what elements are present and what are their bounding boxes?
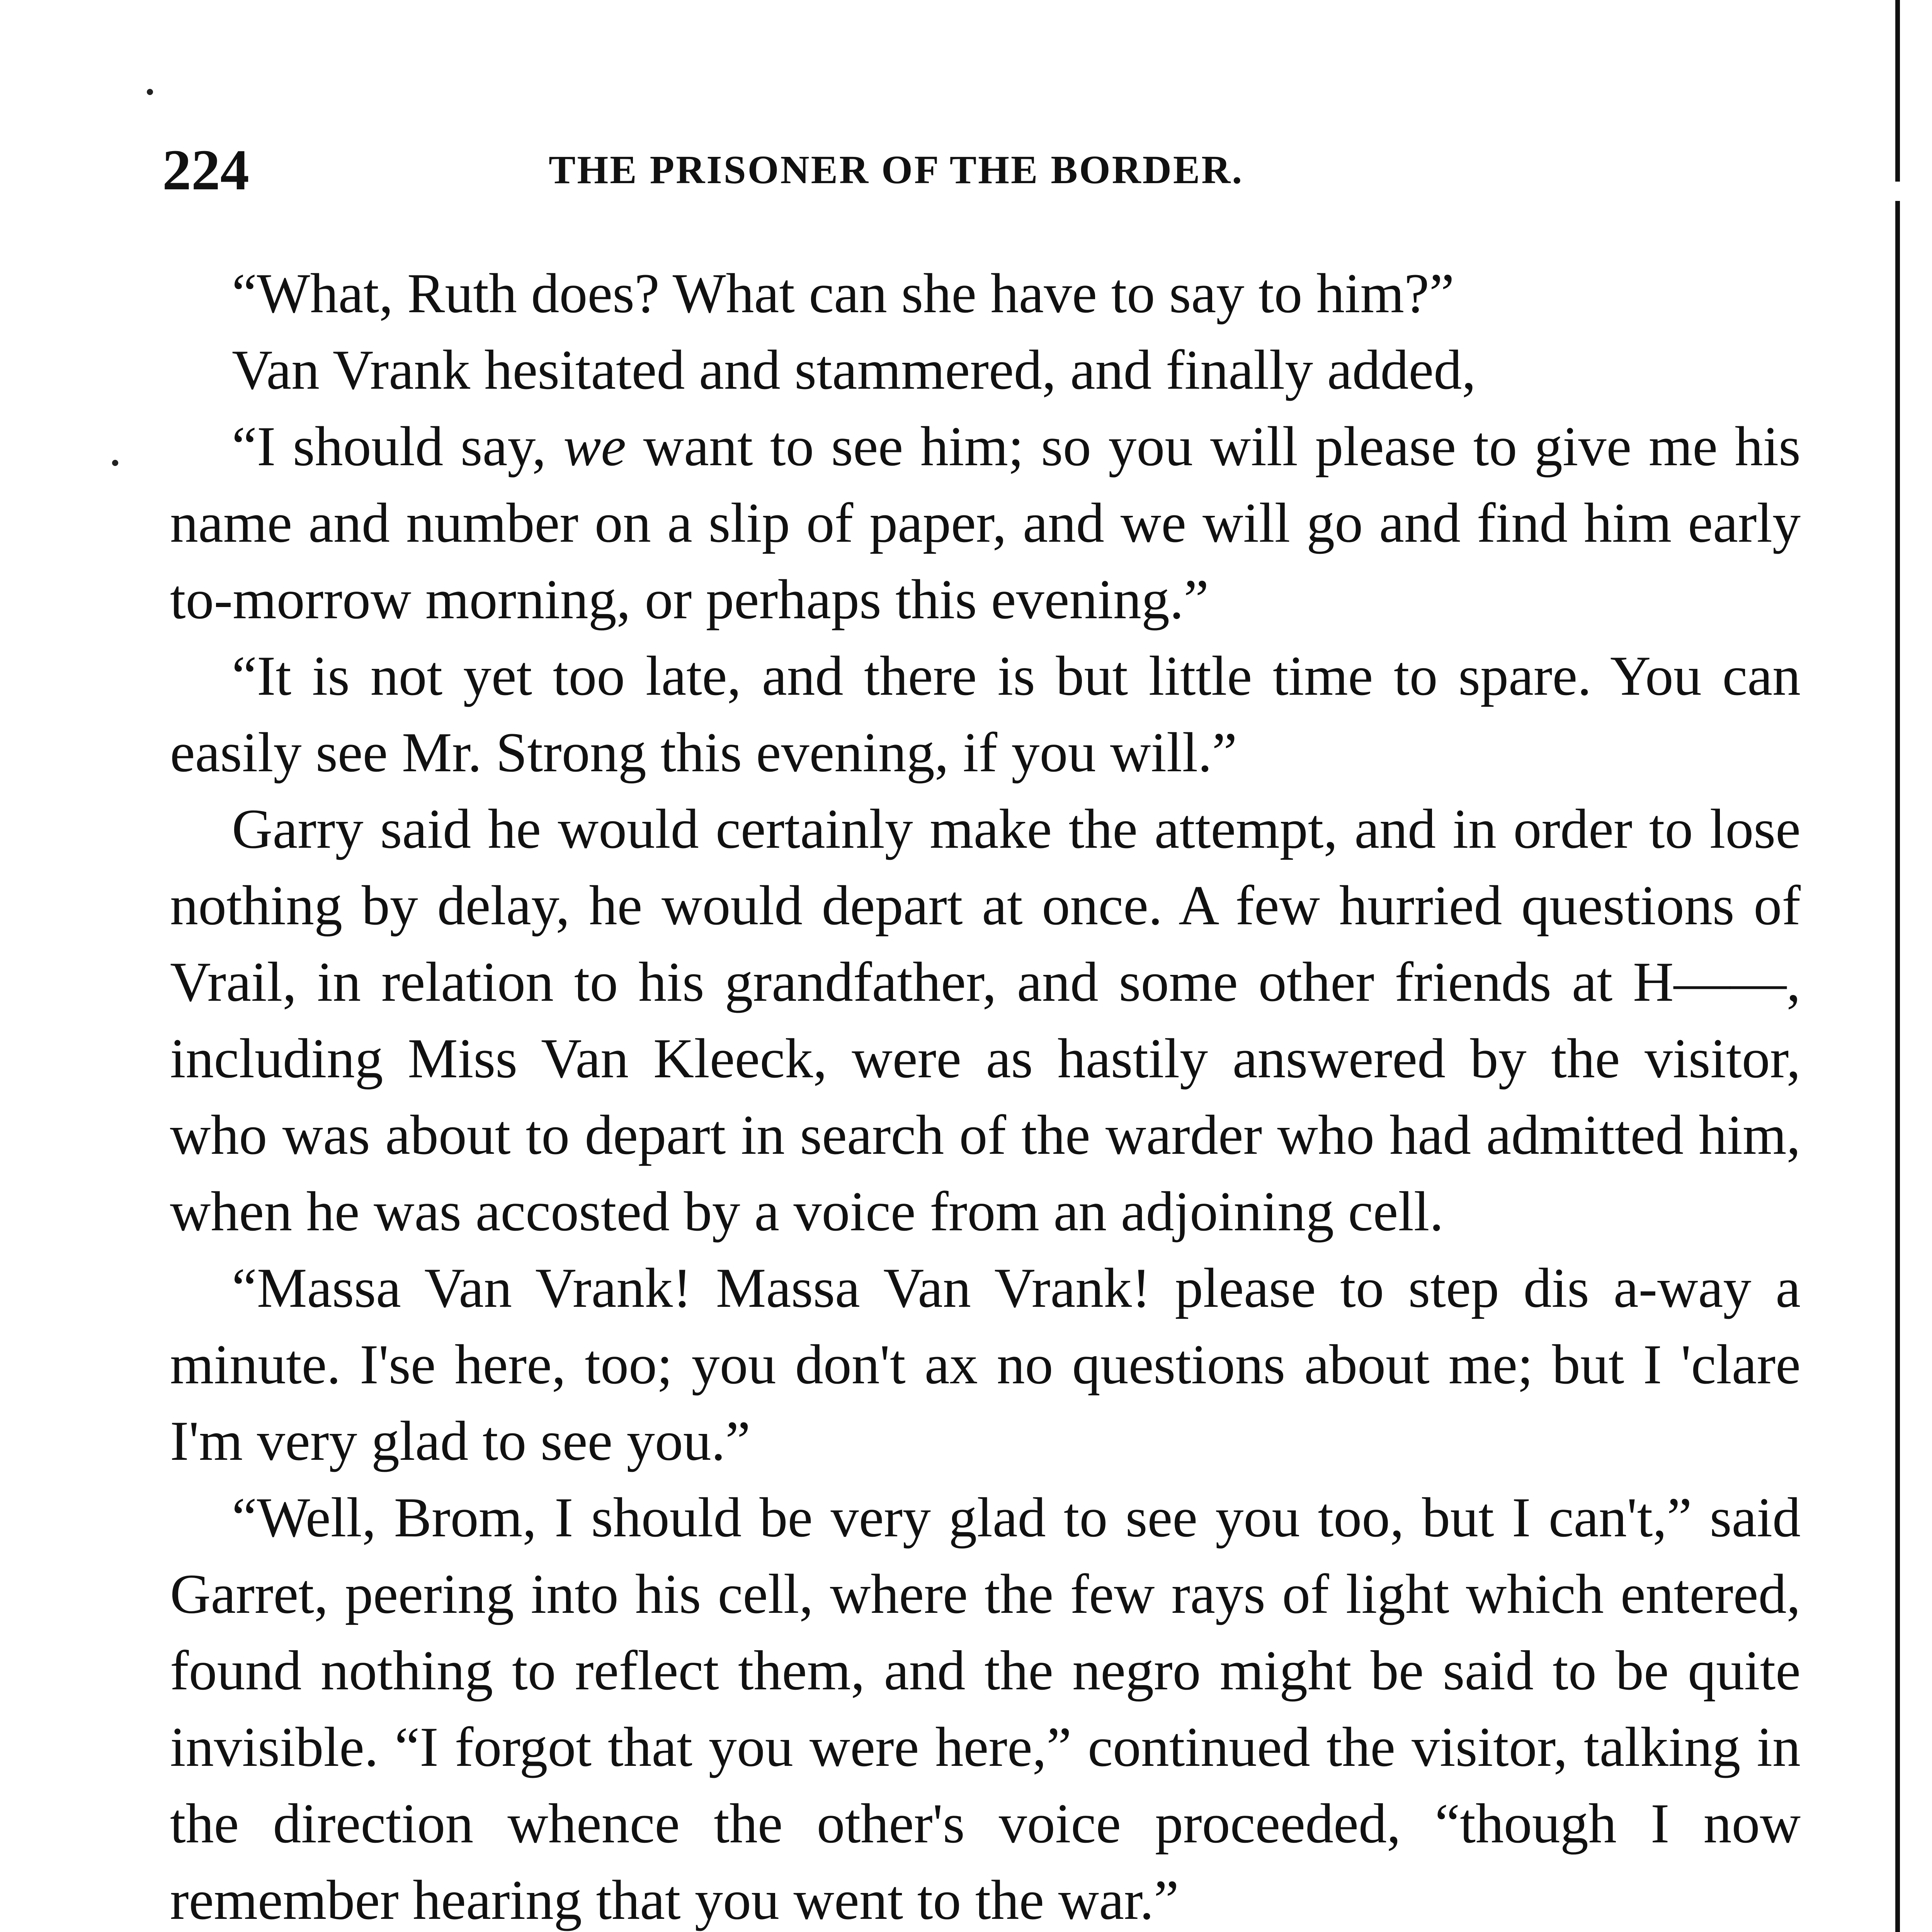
paragraph: Garry said he would certainly make the attempt, and in order to lose nothing by delay, he would depart at once. A few hurried questions of Vrail, in relation to his grandfather, and some other friends at H——, including Miss Van Kleeck, were as hastily answered by the visitor, who was about to depart in search of the warder who had admitted him, when he was accosted by a voice from an adjoining cell.: [170, 798, 1801, 1243]
paragraph: “It is not yet too late, and there is but little time to spare. You can easily see Mr. Strong this evening, if you will.”: [170, 645, 1801, 784]
running-title: THE PRISONER OF THE BORDER.: [549, 148, 1244, 192]
print-speck: [147, 89, 153, 95]
page-edge-rule-top: [1895, 0, 1900, 182]
page-number: 224: [162, 138, 249, 202]
page-edge-rule: [1895, 201, 1900, 1932]
paragraph: Van Vrank hesitated and stammered, and finally added,: [232, 338, 1476, 401]
page-header: [162, 128, 1824, 213]
paragraph: “Massa Van Vrank! Massa Van Vrank! please to step dis a-way a minute. I'se here, too; you don't ax no questions about me; but I 'clare I'm very glad to see you.”: [170, 1257, 1801, 1472]
paragraph: “I should say, we want to see him; so you will please to give me his name and number on a slip of paper, and we will go and find him early to-morrow morning, or perhaps this evening.”: [170, 415, 1801, 631]
body-text: [170, 255, 1801, 1932]
paragraph: “What, Ruth does? What can she have to say to him?”: [232, 262, 1454, 325]
paragraph: “Well, Brom, I should be very glad to see you too, but I can't,” said Garret, peering into his cell, where the few rays of light which entered, found nothing to reflect them, and the negro might be said to be quite invisible. “I forgot that you were here,” continued the visitor, talking in the direction whence the other's voice proceeded, “though I now remember hearing that you went to the war.”: [170, 1486, 1801, 1931]
print-speck: [112, 460, 118, 466]
emphasis: we: [563, 415, 626, 478]
